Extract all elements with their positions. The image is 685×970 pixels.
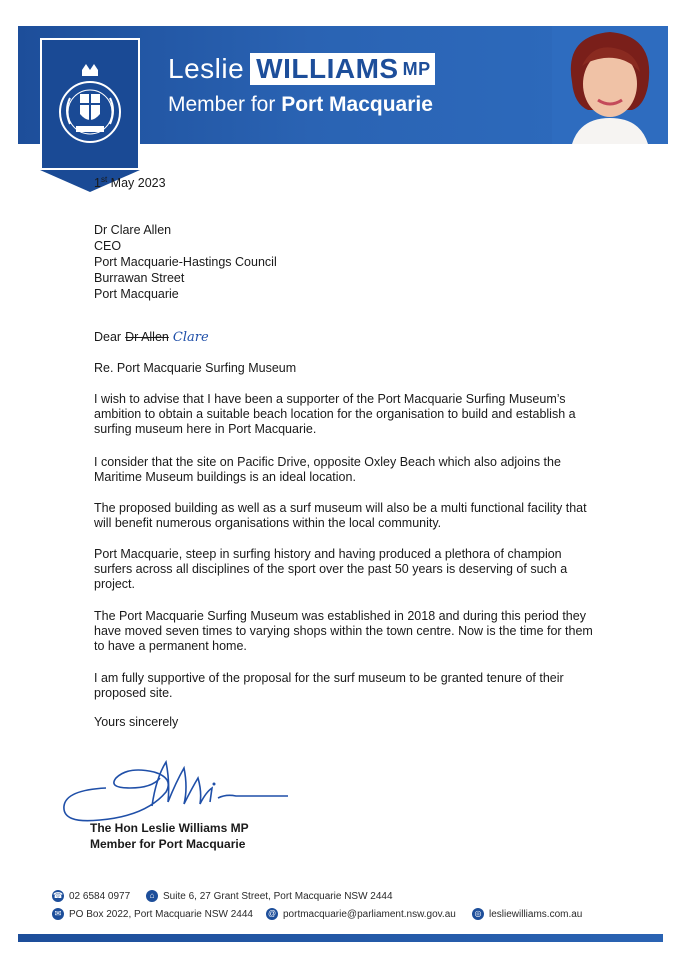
recipient-line: CEO bbox=[94, 239, 122, 253]
date-suffix: st bbox=[100, 175, 108, 184]
date-month-year: May 2023 bbox=[110, 176, 166, 190]
closing: Yours sincerely bbox=[94, 715, 179, 729]
signer-block bbox=[90, 820, 249, 852]
letter-subject: Re. Port Macquarie Surfing Museum bbox=[94, 361, 297, 375]
street-address: Suite 6, 27 Grant Street, Port Macquarie NSW 2444 bbox=[163, 890, 393, 902]
parliament-crest-icon bbox=[58, 60, 122, 146]
salutation bbox=[94, 330, 209, 345]
web-icon: ◎ bbox=[472, 908, 484, 920]
letter-date bbox=[94, 176, 166, 191]
body-paragraph: The proposed building as well as a surf museum will also be a multi functional facility that will benefit numerous organisations within the local community. bbox=[94, 501, 587, 530]
footer-bar bbox=[18, 934, 663, 942]
mp-suffix: MP bbox=[402, 58, 431, 79]
body-paragraph: I wish to advise that I have been a supporter of the Port Macquarie Surfing Museum’s ambition to obtain a suitable beach location for the organisation to build and establish a surfing museum here in Port Macquarie. bbox=[94, 392, 576, 436]
footer-address bbox=[146, 890, 393, 902]
mp-portrait bbox=[552, 26, 668, 144]
recipient-line: Port Macquarie bbox=[94, 287, 179, 301]
home-icon: ⌂ bbox=[146, 890, 158, 902]
signer-name: The Hon Leslie Williams MP bbox=[90, 821, 249, 835]
website-link[interactable]: lesliewilliams.com.au bbox=[489, 908, 583, 920]
recipient-line: Dr Clare Allen bbox=[94, 223, 172, 237]
electorate-line bbox=[168, 93, 433, 117]
email-icon: @ bbox=[267, 909, 277, 918]
recipient-address bbox=[94, 223, 277, 303]
mp-name bbox=[168, 52, 435, 86]
portrait-image bbox=[552, 26, 668, 144]
po-box: PO Box 2022, Port Macquarie NSW 2444 bbox=[69, 908, 253, 920]
salutation-handwritten-name: Clare bbox=[172, 330, 209, 345]
phone-number: 02 6584 0977 bbox=[69, 890, 131, 902]
date-day: 1 bbox=[94, 176, 101, 190]
mp-last-name-box bbox=[250, 53, 434, 85]
mailbox-icon: ✉ bbox=[52, 908, 64, 920]
phone-icon: ☎ bbox=[53, 891, 63, 900]
member-for-label: Member for bbox=[168, 93, 276, 116]
signer-title: Member for Port Macquarie bbox=[90, 837, 246, 851]
body-paragraph: Port Macquarie, steep in surfing history and having produced a plethora of champion surfers across all disciplines of the sport over the past 50 years is deserving of such a project. bbox=[94, 547, 568, 591]
footer-phone bbox=[52, 890, 130, 902]
footer-email bbox=[266, 908, 456, 920]
body-paragraph: I am fully supportive of the proposal for the surf museum to be granted tenure of their proposed site. bbox=[94, 671, 564, 700]
salutation-dear: Dear bbox=[94, 330, 122, 344]
recipient-line: Burrawan Street bbox=[94, 271, 185, 285]
handwritten-signature bbox=[56, 748, 306, 828]
salutation-struck-name: Dr Allen bbox=[125, 330, 169, 344]
body-paragraph: The Port Macquarie Surfing Museum was established in 2018 and during this period they have moved seven times to varying shops within the town centre. Now is the time for them to have a permanent home. bbox=[94, 609, 593, 653]
body-paragraph: I consider that the site on Pacific Drive, opposite Oxley Beach which also adjoins the Maritime Museum buildings is an ideal location. bbox=[94, 455, 561, 484]
footer-website bbox=[472, 908, 582, 920]
footer-po-box bbox=[52, 908, 253, 920]
recipient-line: Port Macquarie-Hastings Council bbox=[94, 255, 277, 269]
mp-last-name: WILLIAMS bbox=[256, 53, 399, 84]
electorate-name: Port Macquarie bbox=[281, 93, 433, 116]
crest-tab bbox=[40, 38, 140, 170]
email-address[interactable]: portmacquarie@parliament.nsw.gov.au bbox=[283, 908, 456, 920]
mp-first-name: Leslie bbox=[168, 53, 245, 84]
